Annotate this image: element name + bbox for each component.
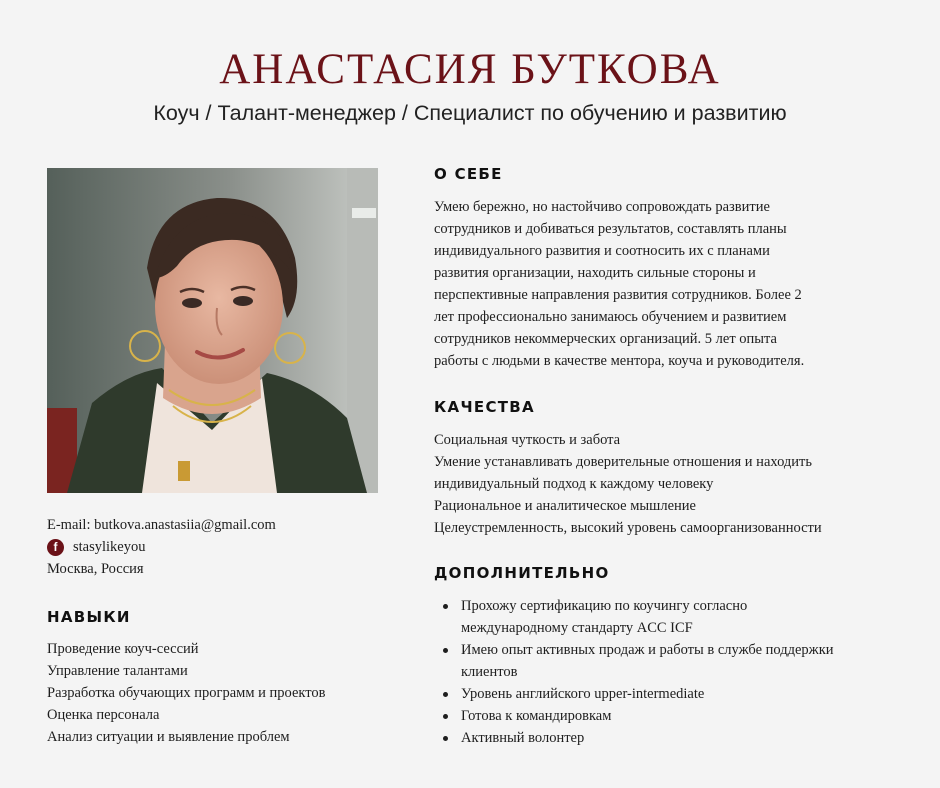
extra-item-line: Уровень английского upper-intermediate: [461, 686, 705, 702]
about-text: [434, 196, 874, 372]
profile-photo: [47, 168, 378, 493]
qualities-section: [434, 397, 914, 539]
location-row: [47, 558, 276, 580]
email-text[interactable]: E-mail: butkova.anastasiia@gmail.com: [47, 517, 276, 533]
skill-item: Управление талантами: [47, 663, 188, 679]
about-line: сотрудников некоммерческих организаций. 5 лет опыта: [434, 331, 777, 347]
qualities-list: [434, 429, 914, 539]
quality-line: Социальная чуткость и забота: [434, 432, 621, 448]
extra-item: [434, 595, 914, 639]
facebook-row[interactable]: [47, 536, 276, 558]
quality-line: Рациональное и аналитическое мышление: [434, 498, 696, 514]
about-line: развития организации, находить сильные стороны и: [434, 265, 756, 281]
extra-item: [434, 705, 914, 727]
extra-item-line: Прохожу сертификацию по коучингу согласно: [461, 598, 748, 614]
skill-item: Оценка персонала: [47, 707, 160, 723]
facebook-icon: f: [47, 539, 64, 556]
quality-line: Целеустремленность, высокий уровень самоорганизованности: [434, 520, 822, 536]
qualities-title: КАЧЕСТВА: [434, 398, 535, 416]
location-text: Москва, Россия: [47, 561, 144, 577]
contact-info: [47, 514, 276, 580]
about-line: Умею бережно, но настойчиво сопровождать развитие: [434, 199, 770, 215]
about-line: сотрудников и добиваться результатов, составлять планы: [434, 221, 787, 237]
about-line: лет профессионально занимаюсь обучением и развитием: [434, 309, 787, 325]
email-row[interactable]: [47, 514, 276, 536]
extra-item-line: Готова к командировкам: [461, 708, 612, 724]
facebook-handle[interactable]: stasylikeyou: [73, 539, 146, 555]
quality-line: Умение устанавливать доверительные отношения и находить: [434, 454, 812, 470]
about-section: [434, 164, 914, 372]
skill-item: Проведение коуч-сессий: [47, 641, 199, 657]
extra-section: [434, 563, 914, 749]
about-line: индивидуального развития и соотносить их с планами: [434, 243, 770, 259]
extra-item: [434, 639, 914, 683]
skills-title: НАВЫКИ: [47, 608, 131, 626]
extra-title: ДОПОЛНИТЕЛЬНО: [434, 564, 610, 582]
about-title: О СЕБЕ: [434, 165, 503, 183]
extra-item-line: клиентов: [461, 664, 518, 680]
extra-item: [434, 727, 914, 749]
extra-list: [434, 595, 914, 749]
quality-line: индивидуальный подход к каждому человеку: [434, 476, 714, 492]
extra-item-line: Активный волонтер: [461, 730, 585, 746]
about-line: перспективные направления развития сотрудников. Более 2: [434, 287, 802, 303]
extra-item-line: международному стандарту ACC ICF: [461, 620, 693, 636]
skill-item: Анализ ситуации и выявление проблем: [47, 729, 290, 745]
about-line: работы с людьми в качестве ментора, коуча и руководителя.: [434, 353, 805, 369]
job-title: Коуч / Талант-менеджер / Специалист по обучению и развитию: [153, 101, 787, 125]
person-name: АНАСТАСИЯ БУТКОВА: [219, 46, 721, 93]
extra-item-line: Имею опыт активных продаж и работы в службе поддержки: [461, 642, 834, 658]
skills-section: [47, 607, 325, 748]
extra-item: [434, 683, 914, 705]
skill-item: Разработка обучающих программ и проектов: [47, 685, 326, 701]
skills-list: [47, 638, 325, 748]
